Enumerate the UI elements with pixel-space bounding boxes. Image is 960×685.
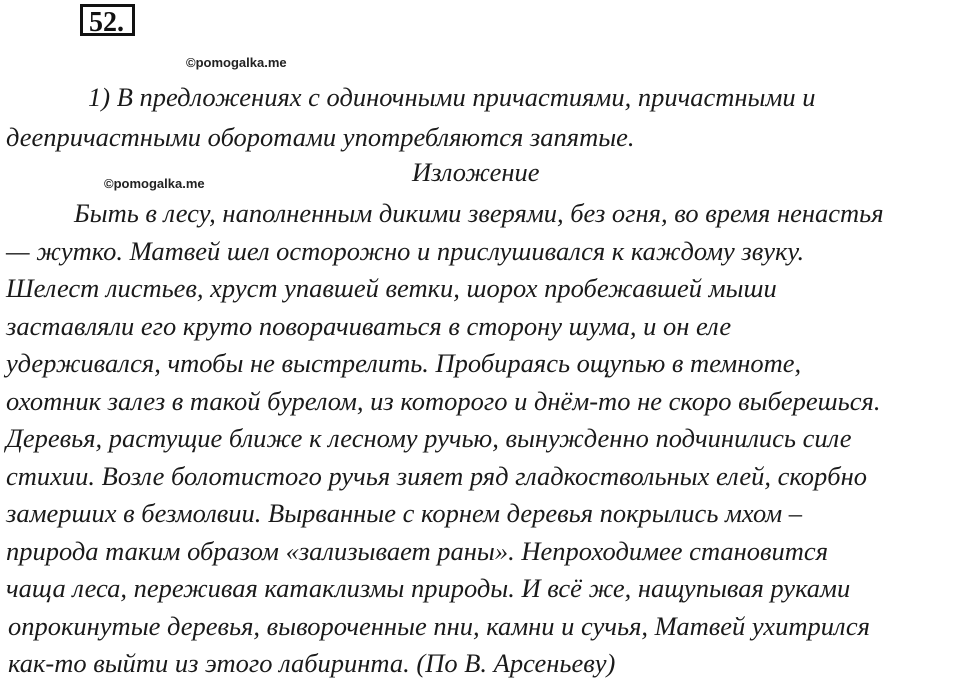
text-heading: Изложение: [412, 157, 540, 187]
text-line: Быть в лесу, наполненным дикими зверями, без огня, во время ненастья: [74, 198, 884, 228]
task-line: 1) В предложениях с одиночными причастиями, причастными и: [88, 82, 816, 112]
text-line: Шелест листьев, хруст упавшей ветки, шорох пробежавшей мыши: [6, 273, 777, 303]
text-line: как-то выйти из этого лабиринта. (По В. Арсеньеву): [8, 648, 616, 678]
text-line: природа таким образом «зализывает раны». Непроходимее становится: [6, 536, 829, 566]
task-line: деепричастными оборотами употребляются запятые.: [6, 122, 635, 152]
text-line: удерживался, чтобы не выстрелить. Пробираясь ощупью в темноте,: [6, 348, 802, 378]
text-line: — жутко. Матвей шел осторожно и прислушивался к каждому звуку.: [6, 236, 805, 266]
watermark: ©pomogalka.me: [104, 176, 205, 191]
watermark: ©pomogalka.me: [186, 55, 287, 70]
text-line: заставляли его круто поворачиваться в сторону шума, и он еле: [6, 311, 732, 341]
text-line: стихии. Возле болотистого ручья зияет ряд гладкоствольных елей, скорбно: [6, 461, 867, 491]
task-number: 52.: [80, 4, 135, 36]
text-line: охотник залез в такой бурелом, из которого и днём-то не скоро выберешься.: [6, 386, 881, 416]
text-line: замерших в безмолвии. Вырванные с корнем деревья покрылись мхом –: [6, 498, 803, 528]
text-line: опрокинутые деревья, вывороченные пни, камни и сучья, Матвей ухитрился: [8, 611, 870, 641]
text-line: чаща леса, переживая катаклизмы природы. И всё же, нащупывая руками: [6, 573, 851, 603]
text-line: Деревья, растущие ближе к лесному ручью, вынужденно подчинились силе: [6, 423, 852, 453]
